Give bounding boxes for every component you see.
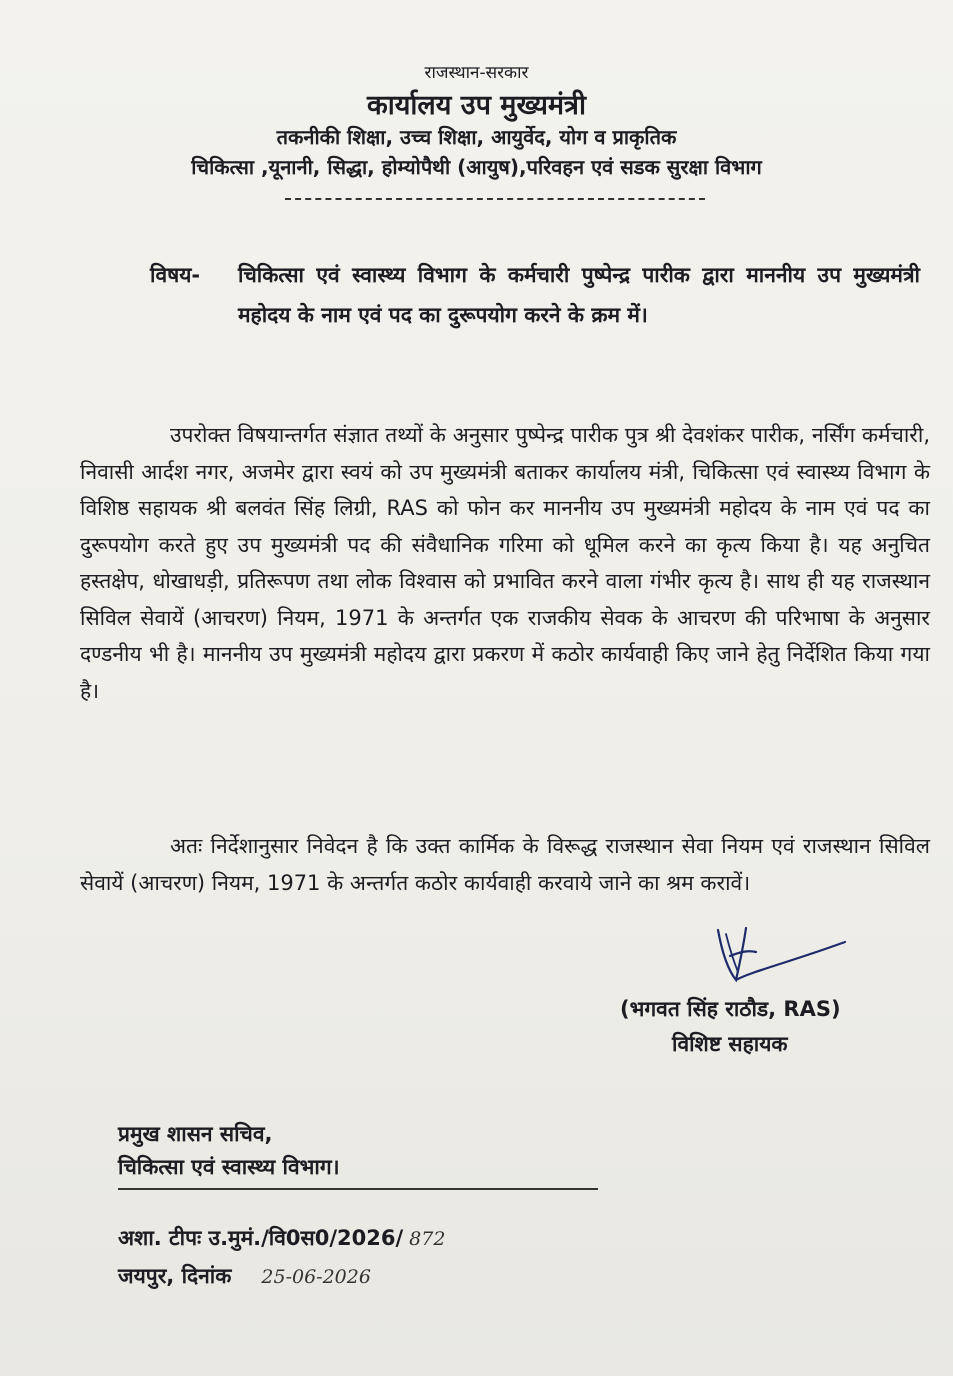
reference-number: 872: [409, 1228, 446, 1250]
paragraph-2-text: अतः निर्देशानुसार निवेदन है कि उक्त कार्मिक के विरूद्ध राजस्थान सेवा नियम एवं राजस्थान सिविल सेवायें (आचरण) नियम, 1971 के अन्तर्गत कठोर कार्यवाही करवाये जाने का श्रम करावें।: [80, 834, 930, 895]
header-divider: [285, 198, 705, 200]
departments-line-2: चिकित्सा ,यूनानी, सिद्धा, होम्योपैथी (आयुष),परिवहन एवं सडक सुरक्षा विभाग: [191, 155, 762, 179]
body-paragraph-1: [80, 417, 930, 709]
addressee-line-1: प्रमुख शासन सचिव,: [118, 1122, 273, 1146]
addressee-line-2: चिकित्सा एवं स्वास्थ्य विभाग।: [118, 1155, 340, 1179]
subject-block: [150, 255, 920, 335]
government-header: राजस्थान-सरकार: [424, 63, 529, 83]
departments-line-1: तकनीकी शिक्षा, उच्च शिक्षा, आयुर्वेद, योग व प्राकृतिक: [276, 125, 677, 149]
subject-text: चिकित्सा एवं स्वास्थ्य विभाग के कर्मचारी पुष्पेन्द्र पारीक द्वारा माननीय उप मुख्यमंत्री महोदय के नाम एवं पद का दुरूपयोग करने के क्रम में।: [238, 263, 920, 327]
date-line: [118, 1262, 371, 1290]
body-paragraph-2: [80, 828, 930, 901]
date-label: जयपुर, दिनांक: [118, 1264, 232, 1288]
signatory-name: (भगवत सिंह राठौड, RAS): [620, 997, 841, 1021]
paragraph-1-text: उपरोक्त विषयान्तर्गत संज्ञात तथ्यों के अनुसार पुष्पेन्द्र पारीक पुत्र श्री देवशंकर पारीक, नर्सिंग कर्मचारी, निवासी आर्दश नगर, अजमेर द्वारा स्वयं को उप मुख्यमंत्री बताकर कार्यालय मंत्री, चिकित्सा एवं स्वास्थ्य विभाग के विशिष्ठ सहायक श्री बलवंत सिंह लिग्री, RAS को फोन कर माननीय उप मुख्यमंत्री महोदय के नाम एवं पद का दुरूपयोग करते हुए उप मुख्यमंत्री पद की संवैधानिक गरिमा को धूमिल करने का कृत्य किया है। यह अनुचित हस्तक्षेप, धोखाधड़ी, प्रतिरूपण तथा लोक विश्वास को प्रभावित करने वाला गंभीर कृत्य है। साथ ही यह राजस्थान सिविल सेवायें (आचरण) नियम, 1971 के अन्तर्गत एक राजकीय सेवक के आचरण की परिभाषा के अनुसार दण्डनीय भी है। माननीय उप मुख्यमंत्री महोदय द्वारा प्रकरण में कठोर कार्यवाही किए जाने हेतु निर्देशित किया गया है।: [80, 423, 930, 703]
office-title: कार्यालय उप मुख्यमंत्री: [367, 90, 586, 121]
signatory-designation: विशिष्ट सहायक: [672, 1032, 788, 1056]
subject-label: विषय-: [150, 263, 201, 287]
reference-label: अशा. टीपः उ.मुमं./वि0स0/2026/: [118, 1226, 404, 1250]
addressee-divider: [118, 1188, 598, 1190]
reference-line: [118, 1224, 445, 1252]
signature-mark: [700, 922, 850, 997]
date-value: 25-06-2026: [261, 1266, 371, 1288]
